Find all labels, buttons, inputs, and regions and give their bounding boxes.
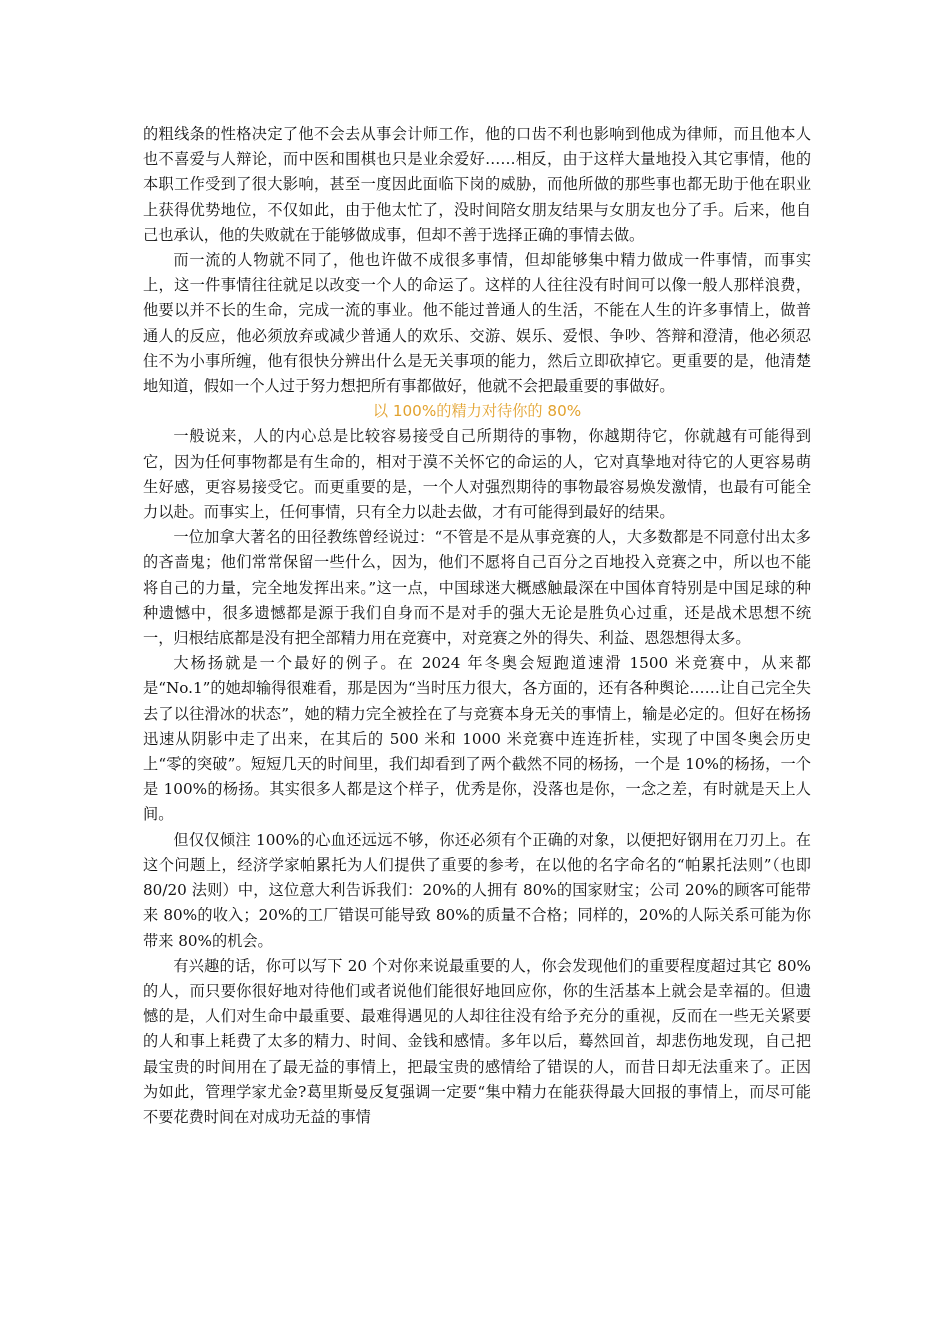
paragraph: 一般说来，人的内心总是比较容易接受自己所期待的事物，你越期待它，你就越有可能得到它，因为任何事物都是有生命的，相对于漠不关怀它的命运的人，它对真挚地对待它的人更容易萌生好感，更容易接受它。而更重要的是，一个人对强烈期待的事物最容易焕发激情，也最有可能全力以赴。而事实上，任何事情，只有全力以赴去做，才有可能得到最好的结果。 — [143, 427, 811, 522]
section-heading: 以 100%的精力对待你的 80% — [372, 402, 582, 421]
paragraph: 大杨扬就是一个最好的例子。在 2024 年冬奥会短跑道速滑 1500 米竞赛中，从来都是“No.1”的她却输得很难看，那是因为“当时压力很大，各方面的，还有各种舆论……让自己完全失去了以往滑冰的状态”，她的精力完全被拴在了与竞赛本身无关的事情上，输是必定的。但好在杨扬迅速从阴影中走了出来，在其后的 500 米和 1000 米竞赛中连连折桂，实现了中国冬奥会历史上“零的突破”。短短几天的时间里，我们却看到了两个截然不同的杨扬，一个是 10%的杨扬，一个是 100%的杨扬。其实很多人都是这个样子，优秀是你，没落也是你，一念之差，有时就是天上人间。 — [143, 654, 811, 824]
paragraph: 而一流的人物就不同了，他也许做不成很多事情，但却能够集中精力做成一件事情，而事实上，这一件事情往往就足以改变一个人的命运了。这样的人往往没有时间可以像一般人那样浪费，他要以并不长的生命，完成一流的事业。他不能过普通人的生活，不能在人生的许多事情上，做普通人的反应，他必须放弃或减少普通人的欢乐、交游、娱乐、爱恨、争吵、答辩和澄清，他必须忍住不为小事所缠，他有很快分辨出什么是无关事项的能力，然后立即砍掉它。更重要的是，他清楚地知道，假如一个人过于努力想把所有事都做好，他就不会把最重要的事做好。 — [143, 251, 811, 396]
paragraph: 但仅仅倾注 100%的心血还远远不够，你还必须有个正确的对象，以便把好钢用在刀刃上。在这个问题上，经济学家帕累托为人们提供了重要的参考，在以他的名字命名的“帕累托法则”（也即 80/20 法则）中，这位意大利告诉我们：20%的人拥有 80%的国家财宝；公司 20%的顾客可能带来 80%的收入；20%的工厂错误可能导致 80%的质量不合格；同样的，20%的人际关系可能为你带来 80%的机会。 — [143, 830, 811, 950]
paragraph: 的粗线条的性格决定了他不会去从事会计师工作，他的口齿不利也影响到他成为律师，而且他本人也不喜爱与人辩论，而中医和围棋也只是业余爱好……相反，由于这样大量地投入其它事情，他的本职工作受到了很大影响，甚至一度因此面临下岗的威胁，而他所做的那些事也都无助于他在职业上获得优势地位，不仅如此，由于他太忙了，没时间陪女朋友结果与女朋友也分了手。后来，他自己也承认，他的失败就在于能够做成事，但却不善于选择正确的事情去做。 — [143, 125, 811, 244]
paragraph: 一位加拿大著名的田径教练曾经说过：“不管是不是从事竞赛的人，大多数都是不同意付出太多的吝啬鬼；他们常常保留一些什么，因为，他们不愿将自己百分之百地投入竞赛之中，所以也不能将自己的力量，完全地发挥出来。”这一点，中国球迷大概感触最深在中国体育特别是中国足球的种种遗憾中，很多遗憾都是源于我们自身而不是对手的强大无论是胜负心过重，还是战术思想不统一，归根结底都是没有把全部精力用在竞赛中，对竞赛之外的得失、利益、恩怨想得太多。 — [143, 528, 811, 648]
document-page — [143, 122, 811, 1130]
paragraph: 有兴趣的话，你可以写下 20 个对你来说最重要的人，你会发现他们的重要程度超过其它 80%的人，而只要你很好地对待他们或者说他们能很好地回应你，你的生活基本上就会是幸福的。但遗憾的是，人们对生命中最重要、最难得遇见的人却往往没有给予充分的重视，反而在一些无关紧要的人和事上耗费了太多的精力、时间、金钱和感情。多年以后，蓦然回首，却悲伤地发现，自己把最宝贵的时间用在了最无益的事情上，把最宝贵的感情给了错误的人，而昔日却无法重来了。正因为如此，管理学家尤金?葛里斯曼反复强调一定要“集中精力在能获得最大回报的事情上，而尽可能不要花费时间在对成功无益的事情 — [143, 956, 811, 1126]
